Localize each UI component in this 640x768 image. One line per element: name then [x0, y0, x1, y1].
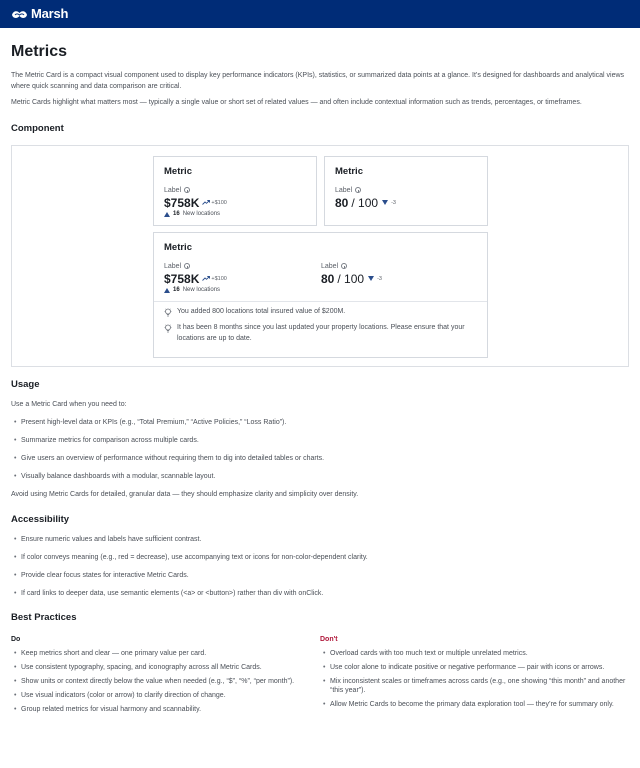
list-item: • Keep metrics short and clear — one primary value per card.	[11, 649, 320, 658]
top-bar	[0, 0, 640, 28]
lightbulb-icon	[164, 324, 172, 333]
list-item: • Use visual indicators (color or arrow) to clarify direction of change.	[11, 691, 320, 700]
metric-label-text: Label	[164, 186, 182, 194]
list-item: • If card links to deeper data, use semantic elements (<a> or <button>) rather than div with onClick.	[11, 589, 629, 598]
list-item: • Use color alone to indicate positive or negative performance — pair with icons or arrows.	[320, 663, 629, 672]
dont-heading: Don't	[320, 635, 338, 643]
metric-value: 80	[321, 271, 335, 286]
trend-down-indicator	[368, 275, 382, 283]
trending-up-icon	[202, 276, 210, 281]
usage-lead: Use a Metric Card when you need to:	[11, 401, 127, 409]
metric-block	[335, 187, 396, 210]
accessibility-heading: Accessibility	[11, 513, 70, 525]
list-item: • Overload cards with too much text or multiple unrelated metrics.	[320, 649, 629, 658]
metric-card-2[interactable]	[324, 156, 488, 226]
main-content	[0, 42, 640, 714]
metric-card-title: Metric	[335, 165, 363, 177]
metric-label	[321, 263, 382, 270]
list-item: • Provide clear focus states for interactive Metric Cards.	[11, 571, 629, 580]
dont-list	[320, 649, 629, 709]
accessibility-list	[11, 535, 629, 598]
list-item: • Allow Metric Cards to become the primary data exploration tool — they’re for summary only.	[320, 700, 629, 709]
info-icon[interactable]	[184, 263, 190, 269]
metric-sub-text: New locations	[182, 287, 221, 294]
page-title: Metrics	[11, 43, 68, 60]
metric-value: $758K	[164, 271, 200, 286]
metric-block	[164, 187, 227, 219]
info-icon[interactable]	[341, 263, 347, 269]
marsh-logo-icon	[11, 9, 28, 20]
metric-label	[335, 187, 396, 194]
metric-sub-text: New locations	[182, 211, 221, 218]
usage-avoid-note: Avoid using Metric Cards for detailed, granular data — they should emphasize clarity and simplicity over density.	[11, 491, 359, 499]
metric-denominator: / 100	[337, 271, 365, 286]
trend-down-indicator	[382, 199, 396, 207]
metric-label	[164, 187, 227, 194]
metric-label-text: Label	[164, 262, 182, 270]
metric-value: $758K	[164, 195, 200, 210]
triangle-up-icon	[164, 288, 170, 293]
lightbulb-icon	[164, 308, 172, 317]
usage-list	[11, 418, 629, 481]
component-demo-frame	[11, 145, 629, 367]
metric-label	[164, 263, 227, 270]
metric-card-title: Metric	[164, 241, 192, 253]
insight-text: It has been 8 months since you last updated your property locations. Please ensure that your locations are up to date.	[177, 323, 465, 342]
metric-label-text: Label	[335, 186, 353, 194]
metric-subtext	[164, 287, 227, 294]
metric-block-2	[321, 263, 382, 286]
metric-label-text: Label	[321, 262, 339, 270]
metric-subtext	[164, 211, 227, 218]
metric-change: -3	[391, 199, 396, 206]
brand-logo[interactable]	[11, 4, 68, 24]
do-list	[11, 649, 320, 714]
metric-value: 80	[335, 195, 349, 210]
list-item: • Ensure numeric values and labels have sufficient contrast.	[11, 535, 629, 544]
triangle-down-icon	[368, 276, 374, 281]
trending-up-icon	[202, 200, 210, 205]
list-item: • Give users an overview of performance without requiring them to dig into detailed tables or charts.	[11, 454, 629, 463]
intro-paragraph-1: The Metric Card is a compact visual component used to display key performance indicators (KPIs), statistics, or summarized data points at a glance. It’s designed for dashboards and analytical views where quick scanning and data comparison are critical.	[11, 71, 625, 90]
list-item: • If color conveys meaning (e.g., red = decrease), use accompanying text or icons for non-color-dependent clarity.	[11, 553, 629, 562]
do-heading: Do	[11, 635, 21, 643]
insight-text: You added 800 locations total insured value of $200M.	[177, 307, 346, 315]
trend-up-indicator	[202, 199, 226, 207]
dont-column	[320, 635, 629, 715]
list-item: • Summarize metrics for comparison across multiple cards.	[11, 436, 629, 445]
metric-card-1[interactable]	[153, 156, 317, 226]
list-item: • Group related metrics for visual harmony and scannability.	[11, 705, 320, 714]
list-item: • Present high-level data or KPIs (e.g., “Total Premium,” “Active Policies,” “Loss Ratio”).	[11, 418, 629, 427]
metric-value-row	[164, 196, 227, 210]
triangle-down-icon	[382, 200, 388, 205]
metric-value-row	[164, 272, 227, 286]
metric-value-row	[335, 196, 396, 210]
do-column	[11, 635, 320, 715]
list-item: • Mix inconsistent scales or timeframes across cards (e.g., one showing “this month” and another “this year”).	[320, 677, 629, 695]
metric-sub-count: 16	[173, 287, 180, 294]
best-practices-columns	[11, 635, 629, 715]
metric-value-row	[321, 272, 382, 286]
metric-block-1	[164, 263, 227, 295]
info-icon[interactable]	[355, 187, 361, 193]
usage-heading: Usage	[11, 378, 40, 390]
metric-denominator: / 100	[351, 195, 379, 210]
info-icon[interactable]	[184, 187, 190, 193]
list-item: • Show units or context directly below the value when needed (e.g., “$”, “%”, “per month”).	[11, 677, 320, 686]
triangle-up-icon	[164, 212, 170, 217]
component-heading: Component	[11, 123, 64, 135]
brand-name: Marsh	[31, 6, 69, 22]
best-practices-heading: Best Practices	[11, 612, 77, 624]
insight-item	[164, 323, 477, 345]
metric-sub-count: 16	[173, 211, 180, 218]
trend-up-indicator	[202, 275, 226, 283]
metric-card-title: Metric	[164, 165, 192, 177]
metric-change: +$100	[211, 275, 227, 282]
insight-item	[164, 307, 477, 318]
intro-paragraph-2: Metric Cards highlight what matters most — typically a single value or short set of related values — and often include contextual information such as trends, percentages, or timeframes.	[11, 99, 582, 107]
list-item: • Use consistent typography, spacing, and iconography across all Metric Cards.	[11, 663, 320, 672]
list-item: • Visually balance dashboards with a modular, scannable layout.	[11, 472, 629, 481]
metric-change: -3	[377, 275, 382, 282]
insights-section	[154, 301, 487, 342]
metric-card-3[interactable]	[153, 232, 488, 358]
metric-change: +$100	[211, 199, 227, 206]
